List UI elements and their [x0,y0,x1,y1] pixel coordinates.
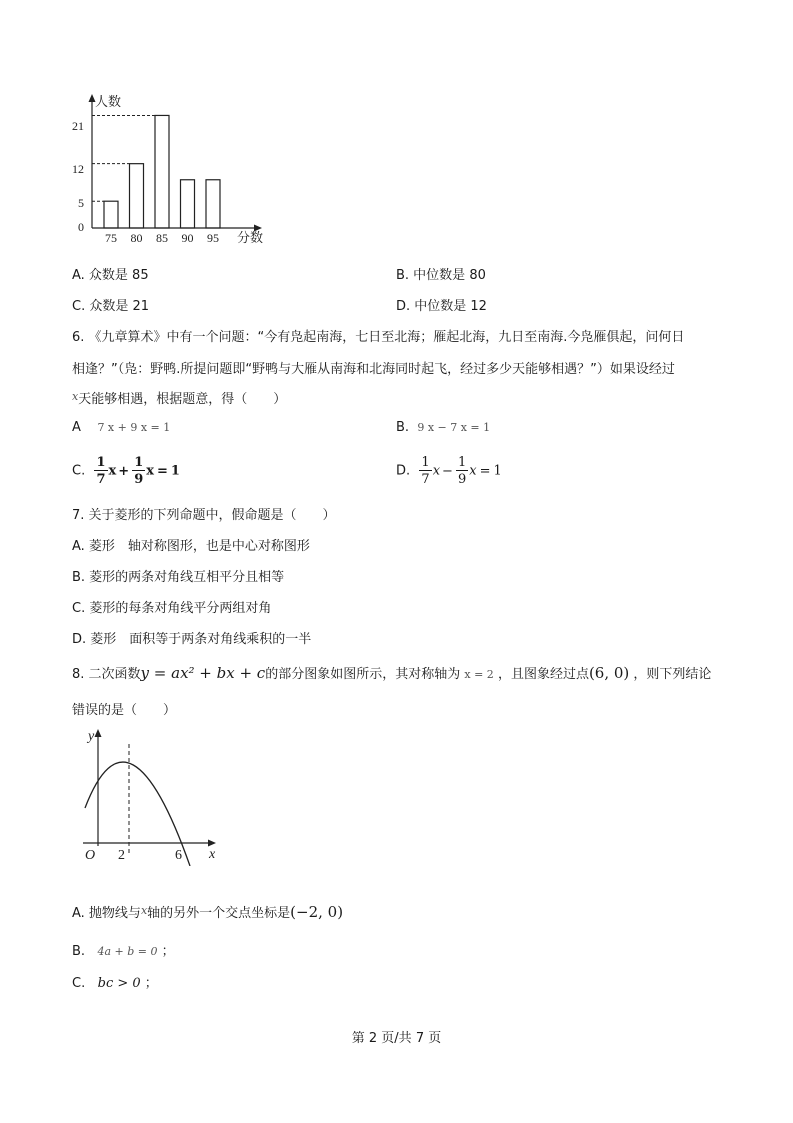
q6-c-x1: x [108,463,117,479]
q6-c-eq: = [157,463,168,479]
q8-option-a-var: x [140,904,148,917]
q8-option-c-label: C. [72,976,86,991]
q8-option-a-text: A. 抛物线与 [72,906,141,921]
q6-c-frac-1-9: $\frac{1}{9}$ [134,455,144,487]
q6-option-c[interactable] [72,456,180,486]
q7-option-d[interactable]: D. 菱形 面积等于两条对角线乘积的一半 [72,632,312,647]
q8-option-b-label: B. [72,944,86,959]
y-tick-12: 12 [72,162,84,176]
chart-guide-lines [92,115,155,201]
q6-var-x: x [72,390,79,403]
q8-option-b-expr: 4a + b = 0 [97,945,158,958]
q7-stem: 7. 关于菱形的下列命题中，假命题是（ ） [72,508,336,523]
graph-tick-2: 2 [118,848,125,863]
q6-option-c-label: C. [72,463,86,479]
q7-option-a[interactable]: A. 菱形 轴对称图形，也是中心对称图形 [72,539,310,554]
bar-85 [155,115,169,228]
graph-tick-6: 6 [175,848,182,863]
q7-option-b[interactable]: B. 菱形的两条对角线互相平分且相等 [72,570,285,585]
bar-75 [104,201,118,228]
x-tick-95: 95 [207,231,219,245]
x-tick-75: 75 [105,231,117,245]
chart-bars-group [104,115,220,228]
q6-d-frac-1-9: $\frac{1}{9}$ [457,455,467,487]
page-footer: 第 2 页/共 7 页 [351,1031,442,1046]
q5-option-b[interactable]: B. 中位数是 80 [396,268,486,283]
q8-option-c-semi: ； [144,976,158,991]
q6-d-eq: = [479,463,491,479]
q8-stem-part3: ，且图象经过点 [497,667,589,682]
q6-option-b[interactable] [396,420,490,435]
q8-stem-line2: 错误的是（ ） [72,703,177,718]
bar-80 [130,164,144,228]
q6-c-plus: + [118,463,130,479]
graph-x-label: x [209,847,216,862]
q6-stem-line3 [72,388,286,407]
y-axis-label: 人数 [95,94,122,109]
q6-option-a[interactable] [72,420,170,435]
x-axis-label: 分数 [237,230,264,245]
q8-option-b-semi: ； [161,944,175,959]
q6-d-one: 1 [493,463,502,479]
q6-stem-line3-text: 天能够相遇，根据题意，得（ ） [78,392,287,407]
q6-d-frac-1-7: $\frac{1}{7}$ [421,455,430,487]
q6-d-minus: − [442,463,453,479]
q8-option-c-expr: bc > 0 [97,976,141,991]
q6-stem-line2: 相逢？”（凫：野鸭.所提问题即“野鸭与大雁从南海和北海同时起飞，经过多少天能够相遇？”）如果设经过 [72,362,675,377]
q8-option-a[interactable] [72,902,343,921]
q5-option-d[interactable]: D. 中位数是 12 [396,299,487,314]
graph-origin-label: O [85,848,96,863]
q8-axis-expr: x = 2 [464,668,494,681]
q6-d-x1: x [432,463,441,479]
q8-stem-line1 [72,663,711,682]
q5-option-c[interactable]: C. 众数是 21 [72,299,150,314]
q8-stem-part2: 的部分图象如图所示，其对称轴为 [265,667,461,682]
q8-parabola-graph [75,726,225,866]
q8-option-b[interactable] [72,940,175,959]
q8-function: y = ax² + bx + c [140,664,266,682]
q8-option-c[interactable] [72,972,158,991]
q8-stem-part4: ，则下列结论 [633,667,712,682]
q6-c-x2: x [146,463,155,479]
q6-d-x2: x [469,463,477,479]
q6-c-one: 1 [170,463,180,479]
x-tick-80: 80 [130,231,143,245]
q7-option-c[interactable]: C. 菱形的每条对角线平分两组对角 [72,601,272,616]
q6-option-d-label: D. [396,463,411,479]
q5-option-a[interactable]: A. 众数是 85 [72,268,149,283]
x-tick-90: 90 [181,231,194,245]
x-tick-labels [105,231,219,245]
x-tick-85: 85 [156,231,168,245]
q8-option-a-point: (−2, 0) [290,903,344,921]
q8-option-a-text2: 轴的另外一个交点坐标是 [147,906,291,921]
q6-option-d[interactable] [396,456,502,486]
q6-option-a-expr: 7 x + 9 x = 1 [97,421,171,434]
q6-option-b-label: B. [396,420,410,435]
y-tick-5: 5 [78,196,84,210]
q6-c-frac-1-7: $\frac{1}{7}$ [96,455,106,487]
bar-90 [181,180,195,228]
q5-bar-chart [60,90,280,250]
q6-option-a-label: A [72,420,81,435]
q8-stem-part1: 8. 二次函数 [72,667,141,682]
q8-point: (6, 0) [588,664,630,682]
q6-stem-line1: 6. 《九章算术》中有一个问题：“今有凫起南海，七日至北海；雁起北海，九日至南海.今凫雁俱起，问何日 [72,330,685,345]
graph-y-arrow [95,729,102,737]
graph-x-arrow [208,840,216,847]
y-tick-21: 21 [72,119,84,133]
graph-y-label: y [88,729,95,744]
q6-option-b-expr: 9 x − 7 x = 1 [417,421,491,434]
bar-95 [206,180,220,228]
y-tick-0: 0 [78,220,84,234]
